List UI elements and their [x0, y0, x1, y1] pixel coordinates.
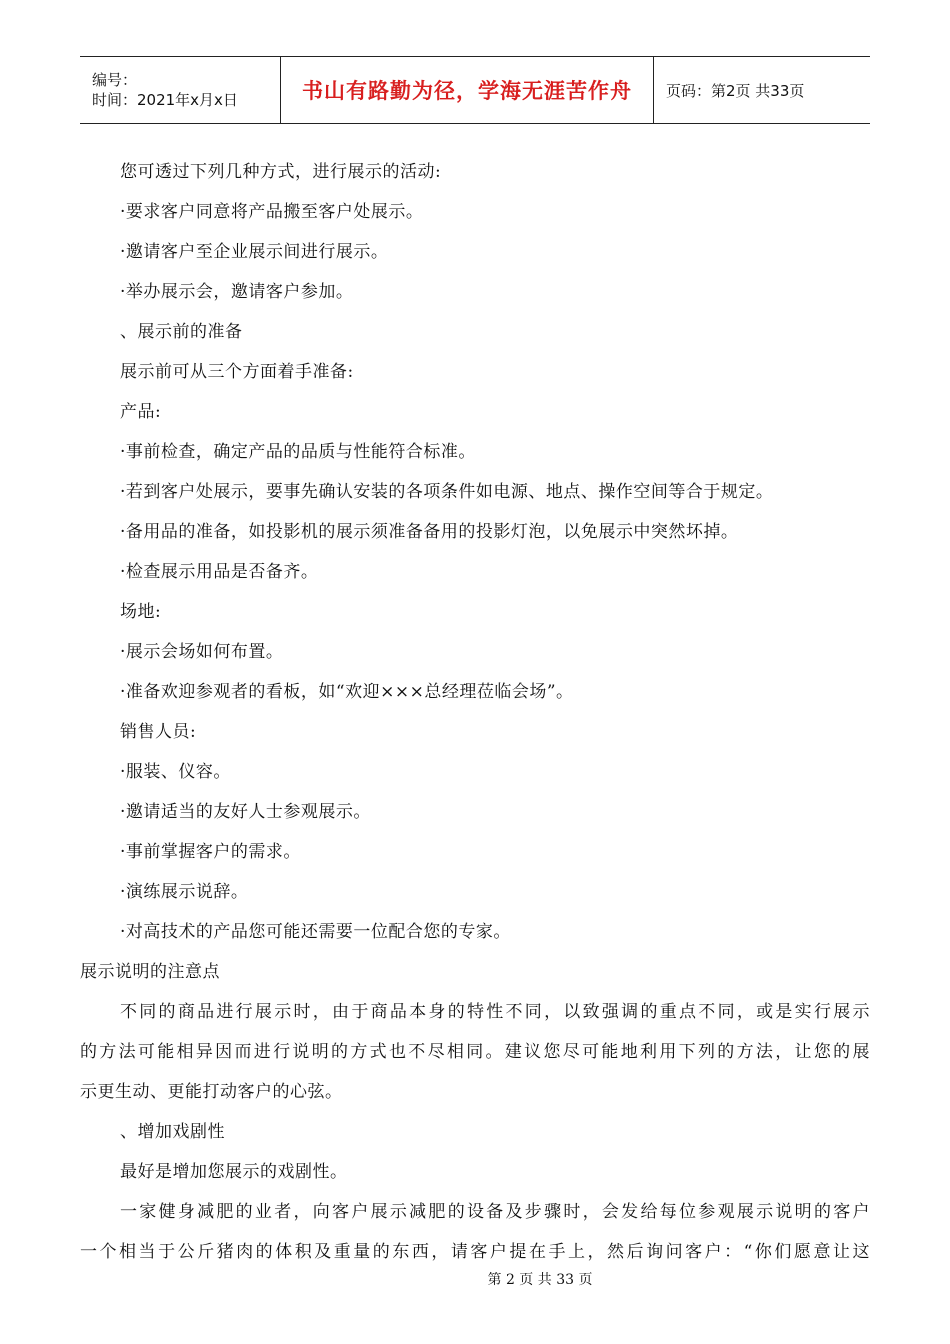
- bullet-item: ·备用品的准备，如投影机的展示须准备备用的投影灯泡，以免展示中突然坏掉。: [120, 522, 739, 542]
- paragraph-line: 您可透过下列几种方式，进行展示的活动:: [120, 162, 442, 182]
- header-motto: [281, 57, 654, 123]
- paragraph-line: 一个相当于公斤猪肉的体积及重量的东西，请客户提在手上，然后询问客户：“你们愿意让这: [80, 1242, 870, 1262]
- bullet-item: ·要求客户同意将产品搬至客户处展示。: [120, 202, 424, 222]
- page-count-label: 页码：第2页 共33页: [666, 81, 805, 100]
- category-label: 产品:: [120, 402, 162, 422]
- document-time-label: 时间：2021年x月x日: [92, 91, 238, 109]
- paragraph-line: 最好是增加您展示的戏剧性。: [120, 1162, 348, 1182]
- bullet-item: ·演练展示说辞。: [120, 882, 249, 902]
- document-body: [80, 152, 870, 1272]
- bullet-item: ·若到客户处展示，要事先确认安装的各项条件如电源、地点、操作空间等合于规定。: [120, 482, 774, 502]
- page-header: [80, 56, 870, 124]
- paragraph-line: 的方法可能相异因而进行说明的方式也不尽相同。建议您尽可能地利用下列的方法，让您的展: [80, 1042, 870, 1062]
- bullet-item: ·对高技术的产品您可能还需要一位配合您的专家。: [120, 922, 511, 942]
- bullet-item: ·事前掌握客户的需求。: [120, 842, 301, 862]
- bullet-item: ·检查展示用品是否备齐。: [120, 562, 319, 582]
- page-footer: [0, 1269, 950, 1289]
- bullet-item: ·准备欢迎参观者的看板，如“欢迎×××总经理莅临会场”。: [120, 682, 574, 702]
- subsection-heading: 、增加戏剧性: [120, 1122, 225, 1142]
- bullet-item: ·事前检查，确定产品的品质与性能符合标准。: [120, 442, 476, 462]
- bullet-item: ·展示会场如何布置。: [120, 642, 284, 662]
- header-meta: [80, 57, 281, 123]
- bullet-item: ·服装、仪容。: [120, 762, 231, 782]
- footer-page-number: 第 2 页 共 33 页: [487, 1272, 593, 1288]
- bullet-item: ·举办展示会，邀请客户参加。: [120, 282, 354, 302]
- bullet-item: ·邀请适当的友好人士参观展示。: [120, 802, 371, 822]
- document-number-label: 编号：: [92, 71, 138, 89]
- header-page-info: [654, 57, 870, 123]
- subsection-heading: 、展示前的准备: [120, 322, 243, 342]
- paragraph-line: 不同的商品进行展示时，由于商品本身的特性不同，以致强调的重点不同，或是实行展示: [120, 1002, 870, 1022]
- paragraph-line: 一家健身减肥的业者，向客户展示减肥的设备及步骤时，会发给每位参观展示说明的客户: [120, 1202, 870, 1222]
- bullet-item: ·邀请客户至企业展示间进行展示。: [120, 242, 389, 262]
- section-title: 展示说明的注意点: [80, 962, 220, 982]
- paragraph-line: 展示前可从三个方面着手准备:: [120, 362, 354, 382]
- motto-text: 书山有路勤为径，学海无涯苦作舟: [302, 79, 632, 103]
- category-label: 场地:: [120, 602, 162, 622]
- paragraph-line: 示更生动、更能打动客户的心弦。: [80, 1082, 343, 1102]
- category-label: 销售人员:: [120, 722, 197, 742]
